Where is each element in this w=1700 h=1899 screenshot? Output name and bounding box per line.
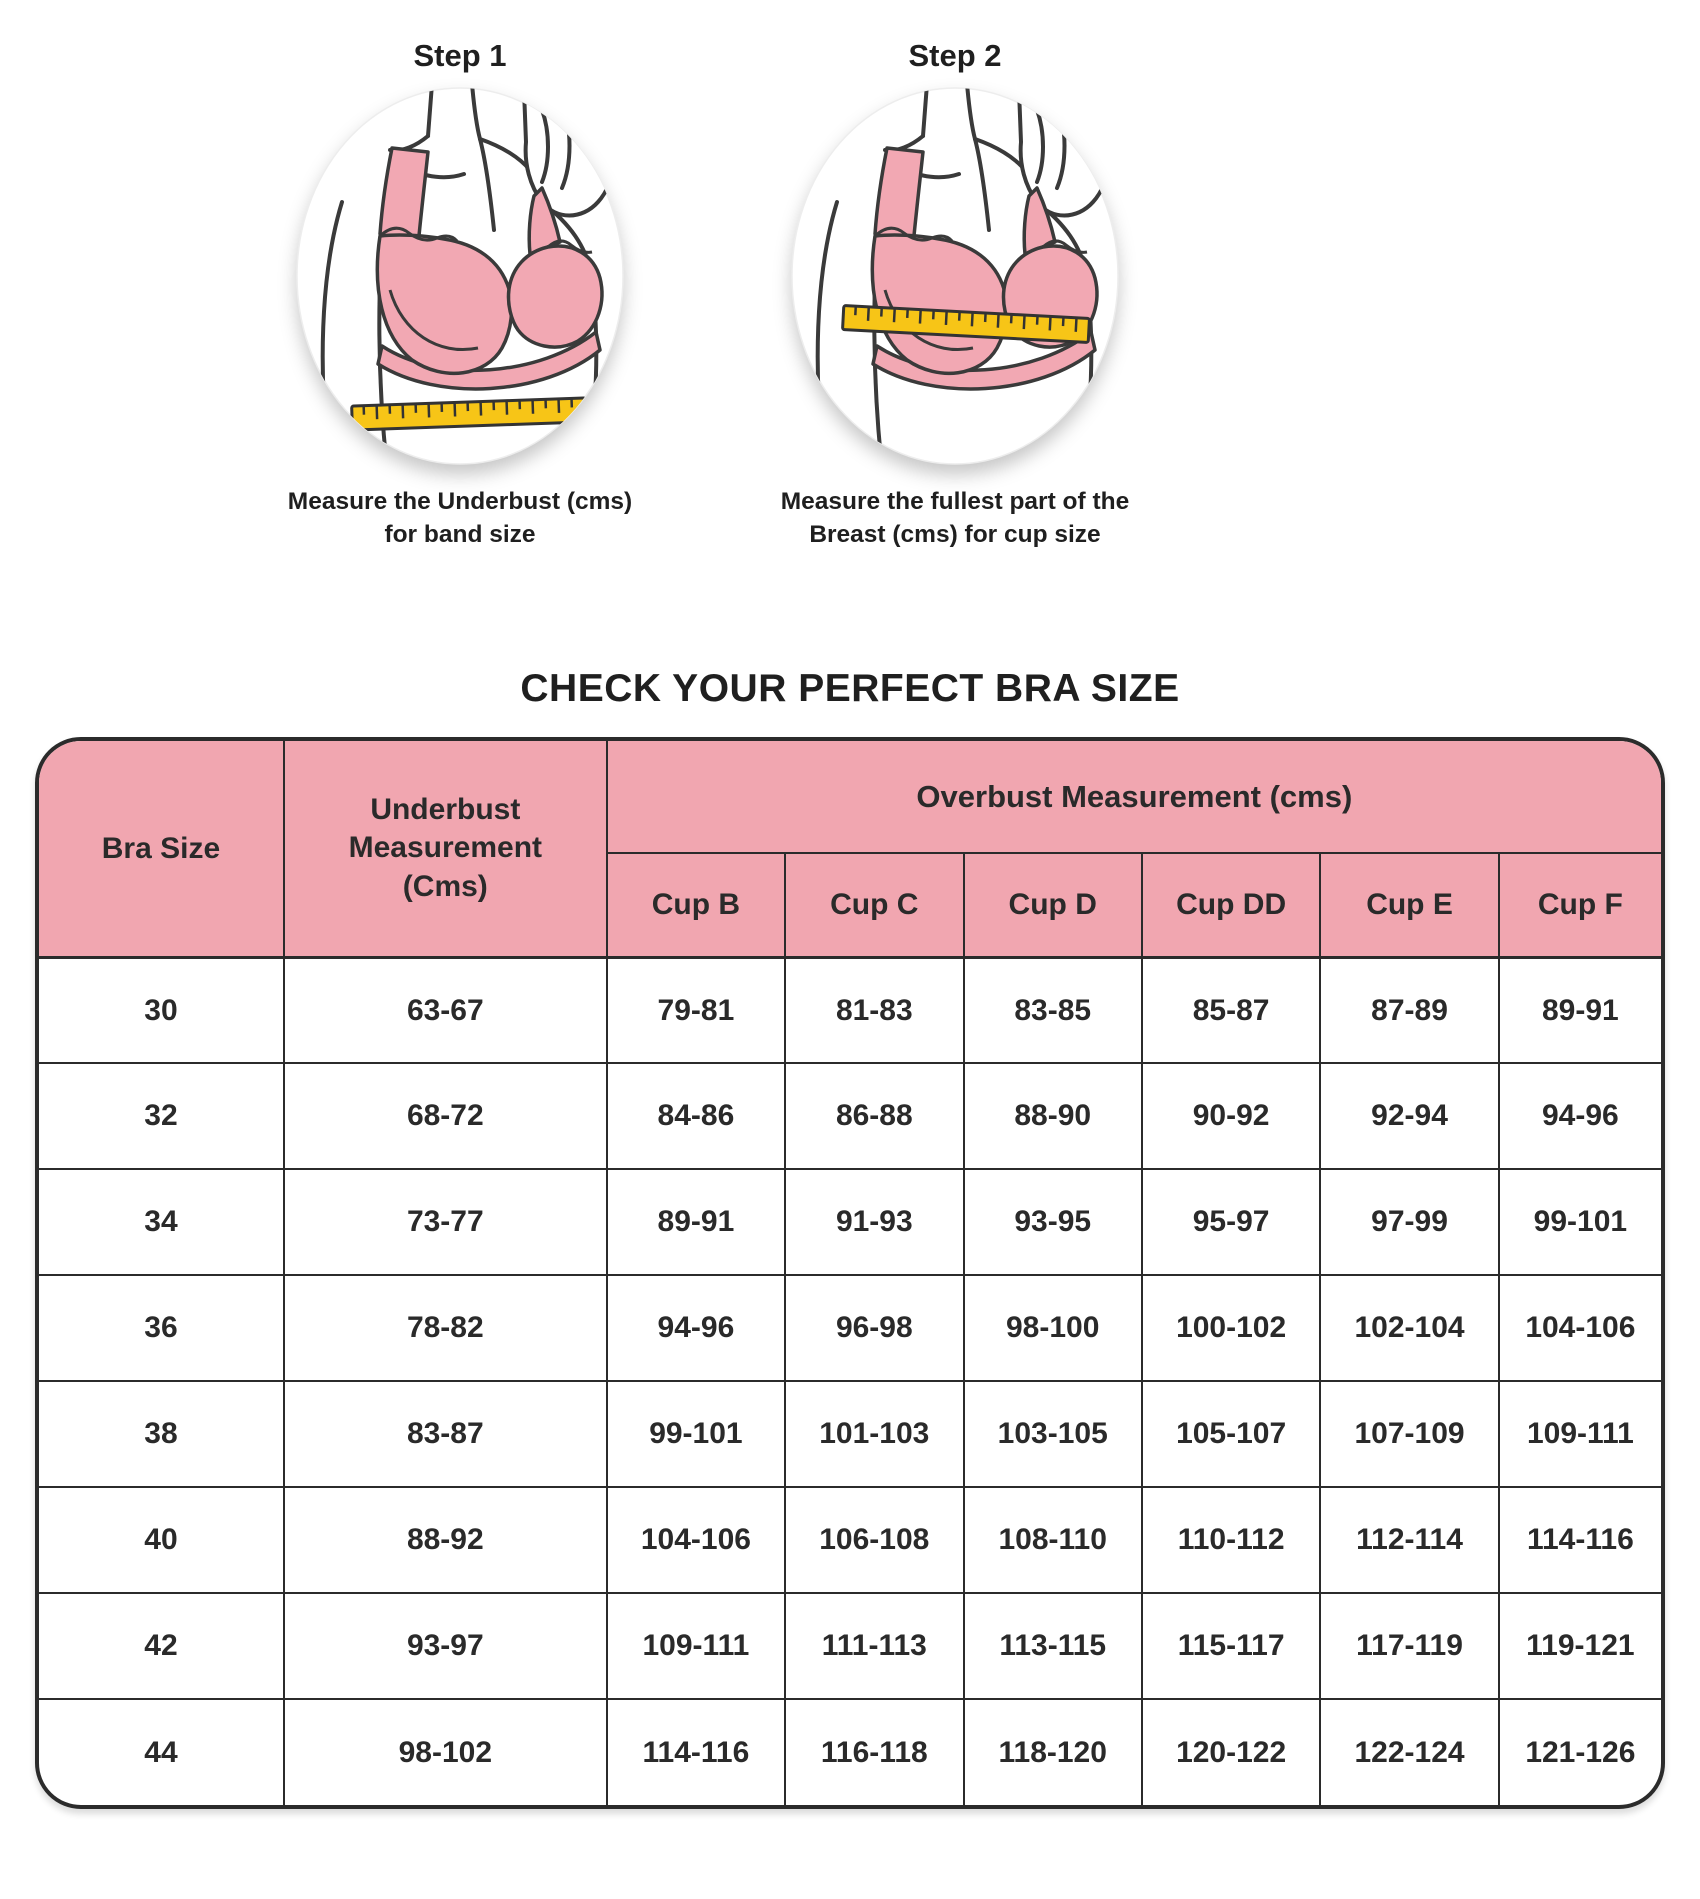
measurement-steps: [250, 38, 1165, 551]
cup-cell: 104-106: [607, 1487, 785, 1593]
bra-size-cell: 40: [39, 1487, 284, 1593]
bra-size-table: [35, 737, 1665, 1809]
cup-cell: 108-110: [964, 1487, 1142, 1593]
cup-cell: 109-111: [607, 1593, 785, 1699]
underbust-cell: 78-82: [284, 1275, 607, 1381]
cup-cell: 92-94: [1320, 1063, 1498, 1169]
bra-size-header: Bra Size: [39, 741, 284, 957]
table-row: [39, 1169, 1661, 1275]
cup-c-header: Cup C: [785, 853, 963, 957]
bra-size-cell: 30: [39, 957, 284, 1063]
cup-cell: 89-91: [1499, 957, 1661, 1063]
step-1-caption-line-2: for band size: [384, 521, 536, 549]
cup-cell: 116-118: [785, 1699, 963, 1805]
cup-f-header: Cup F: [1499, 853, 1661, 957]
underbust-cell: 83-87: [284, 1381, 607, 1487]
table-row: [39, 1699, 1661, 1805]
step-2-label: Step 2: [908, 38, 1002, 73]
bra-size-cell: 36: [39, 1275, 284, 1381]
cup-cell: 90-92: [1142, 1063, 1320, 1169]
table-row: [39, 1381, 1661, 1487]
cup-cell: 84-86: [607, 1063, 785, 1169]
cup-cell: 94-96: [1499, 1063, 1661, 1169]
cup-cell: 114-116: [607, 1699, 785, 1805]
bra-size-cell: 38: [39, 1381, 284, 1487]
cup-cell: 119-121: [1499, 1593, 1661, 1699]
underbust-header: Underbust Measurement (Cms): [284, 741, 607, 957]
table-row: [39, 1487, 1661, 1593]
cup-cell: 87-89: [1320, 957, 1498, 1063]
cup-cell: 91-93: [785, 1169, 963, 1275]
cup-cell: 111-113: [785, 1593, 963, 1699]
cup-cell: 112-114: [1320, 1487, 1498, 1593]
table-row: [39, 1593, 1661, 1699]
step-2-caption: [745, 485, 1165, 551]
underbust-cell: 73-77: [284, 1169, 607, 1275]
cup-cell: 102-104: [1320, 1275, 1498, 1381]
cup-cell: 88-90: [964, 1063, 1142, 1169]
step-1: [250, 38, 670, 551]
cup-cell: 101-103: [785, 1381, 963, 1487]
header-row-group: [39, 741, 1661, 853]
cup-cell: 93-95: [964, 1169, 1142, 1275]
underbust-cell: 98-102: [284, 1699, 607, 1805]
cup-cell: 85-87: [1142, 957, 1320, 1063]
step-2: [745, 38, 1165, 551]
cup-cell: 115-117: [1142, 1593, 1320, 1699]
cup-cell: 83-85: [964, 957, 1142, 1063]
cup-cell: 120-122: [1142, 1699, 1320, 1805]
step-2-illustration: [785, 84, 1125, 469]
cup-cell: 95-97: [1142, 1169, 1320, 1275]
cup-cell: 96-98: [785, 1275, 963, 1381]
cup-dd-header: Cup DD: [1142, 853, 1320, 957]
cup-cell: 114-116: [1499, 1487, 1661, 1593]
cup-cell: 98-100: [964, 1275, 1142, 1381]
cup-cell: 97-99: [1320, 1169, 1498, 1275]
cup-cell: 100-102: [1142, 1275, 1320, 1381]
cup-cell: 110-112: [1142, 1487, 1320, 1593]
size-chart: [39, 741, 1661, 1805]
cup-cell: 81-83: [785, 957, 963, 1063]
cup-cell: 79-81: [607, 957, 785, 1063]
step-1-caption-line-1: Measure the Underbust (cms): [287, 488, 633, 515]
underbust-cell: 88-92: [284, 1487, 607, 1593]
step-2-caption-line-1: Measure the fullest part of the: [780, 488, 1130, 515]
cup-d-header: Cup D: [964, 853, 1142, 957]
step-2-caption-line-2: Breast (cms) for cup size: [809, 521, 1101, 549]
cup-cell: 107-109: [1320, 1381, 1498, 1487]
step-1-caption: [250, 485, 670, 551]
cup-cell: 113-115: [964, 1593, 1142, 1699]
cup-cell: 89-91: [607, 1169, 785, 1275]
bra-size-cell: 32: [39, 1063, 284, 1169]
cup-cell: 99-101: [607, 1381, 785, 1487]
cup-cell: 103-105: [964, 1381, 1142, 1487]
cup-cell: 105-107: [1142, 1381, 1320, 1487]
cup-cell: 117-119: [1320, 1593, 1498, 1699]
cup-cell: 86-88: [785, 1063, 963, 1169]
step-1-label: Step 1: [413, 38, 507, 73]
cup-cell: 94-96: [607, 1275, 785, 1381]
cup-b-header: Cup B: [607, 853, 785, 957]
cup-cell: 104-106: [1499, 1275, 1661, 1381]
table-row: [39, 1063, 1661, 1169]
cup-cell: 122-124: [1320, 1699, 1498, 1805]
cup-e-header: Cup E: [1320, 853, 1498, 957]
underbust-cell: 68-72: [284, 1063, 607, 1169]
bra-size-cell: 42: [39, 1593, 284, 1699]
bra-size-cell: 34: [39, 1169, 284, 1275]
table-row: [39, 957, 1661, 1063]
cup-cell: 121-126: [1499, 1699, 1661, 1805]
cup-cell: 106-108: [785, 1487, 963, 1593]
step-1-illustration: [290, 84, 630, 469]
table-row: [39, 1275, 1661, 1381]
underbust-cell: 93-97: [284, 1593, 607, 1699]
cup-cell: 118-120: [964, 1699, 1142, 1805]
underbust-cell: 63-67: [284, 957, 607, 1063]
bra-size-cell: 44: [39, 1699, 284, 1805]
cup-cell: 109-111: [1499, 1381, 1661, 1487]
cup-cell: 99-101: [1499, 1169, 1661, 1275]
overbust-group-header: Overbust Measurement (cms): [607, 741, 1661, 853]
page-title: CHECK YOUR PERFECT BRA SIZE: [520, 667, 1180, 711]
